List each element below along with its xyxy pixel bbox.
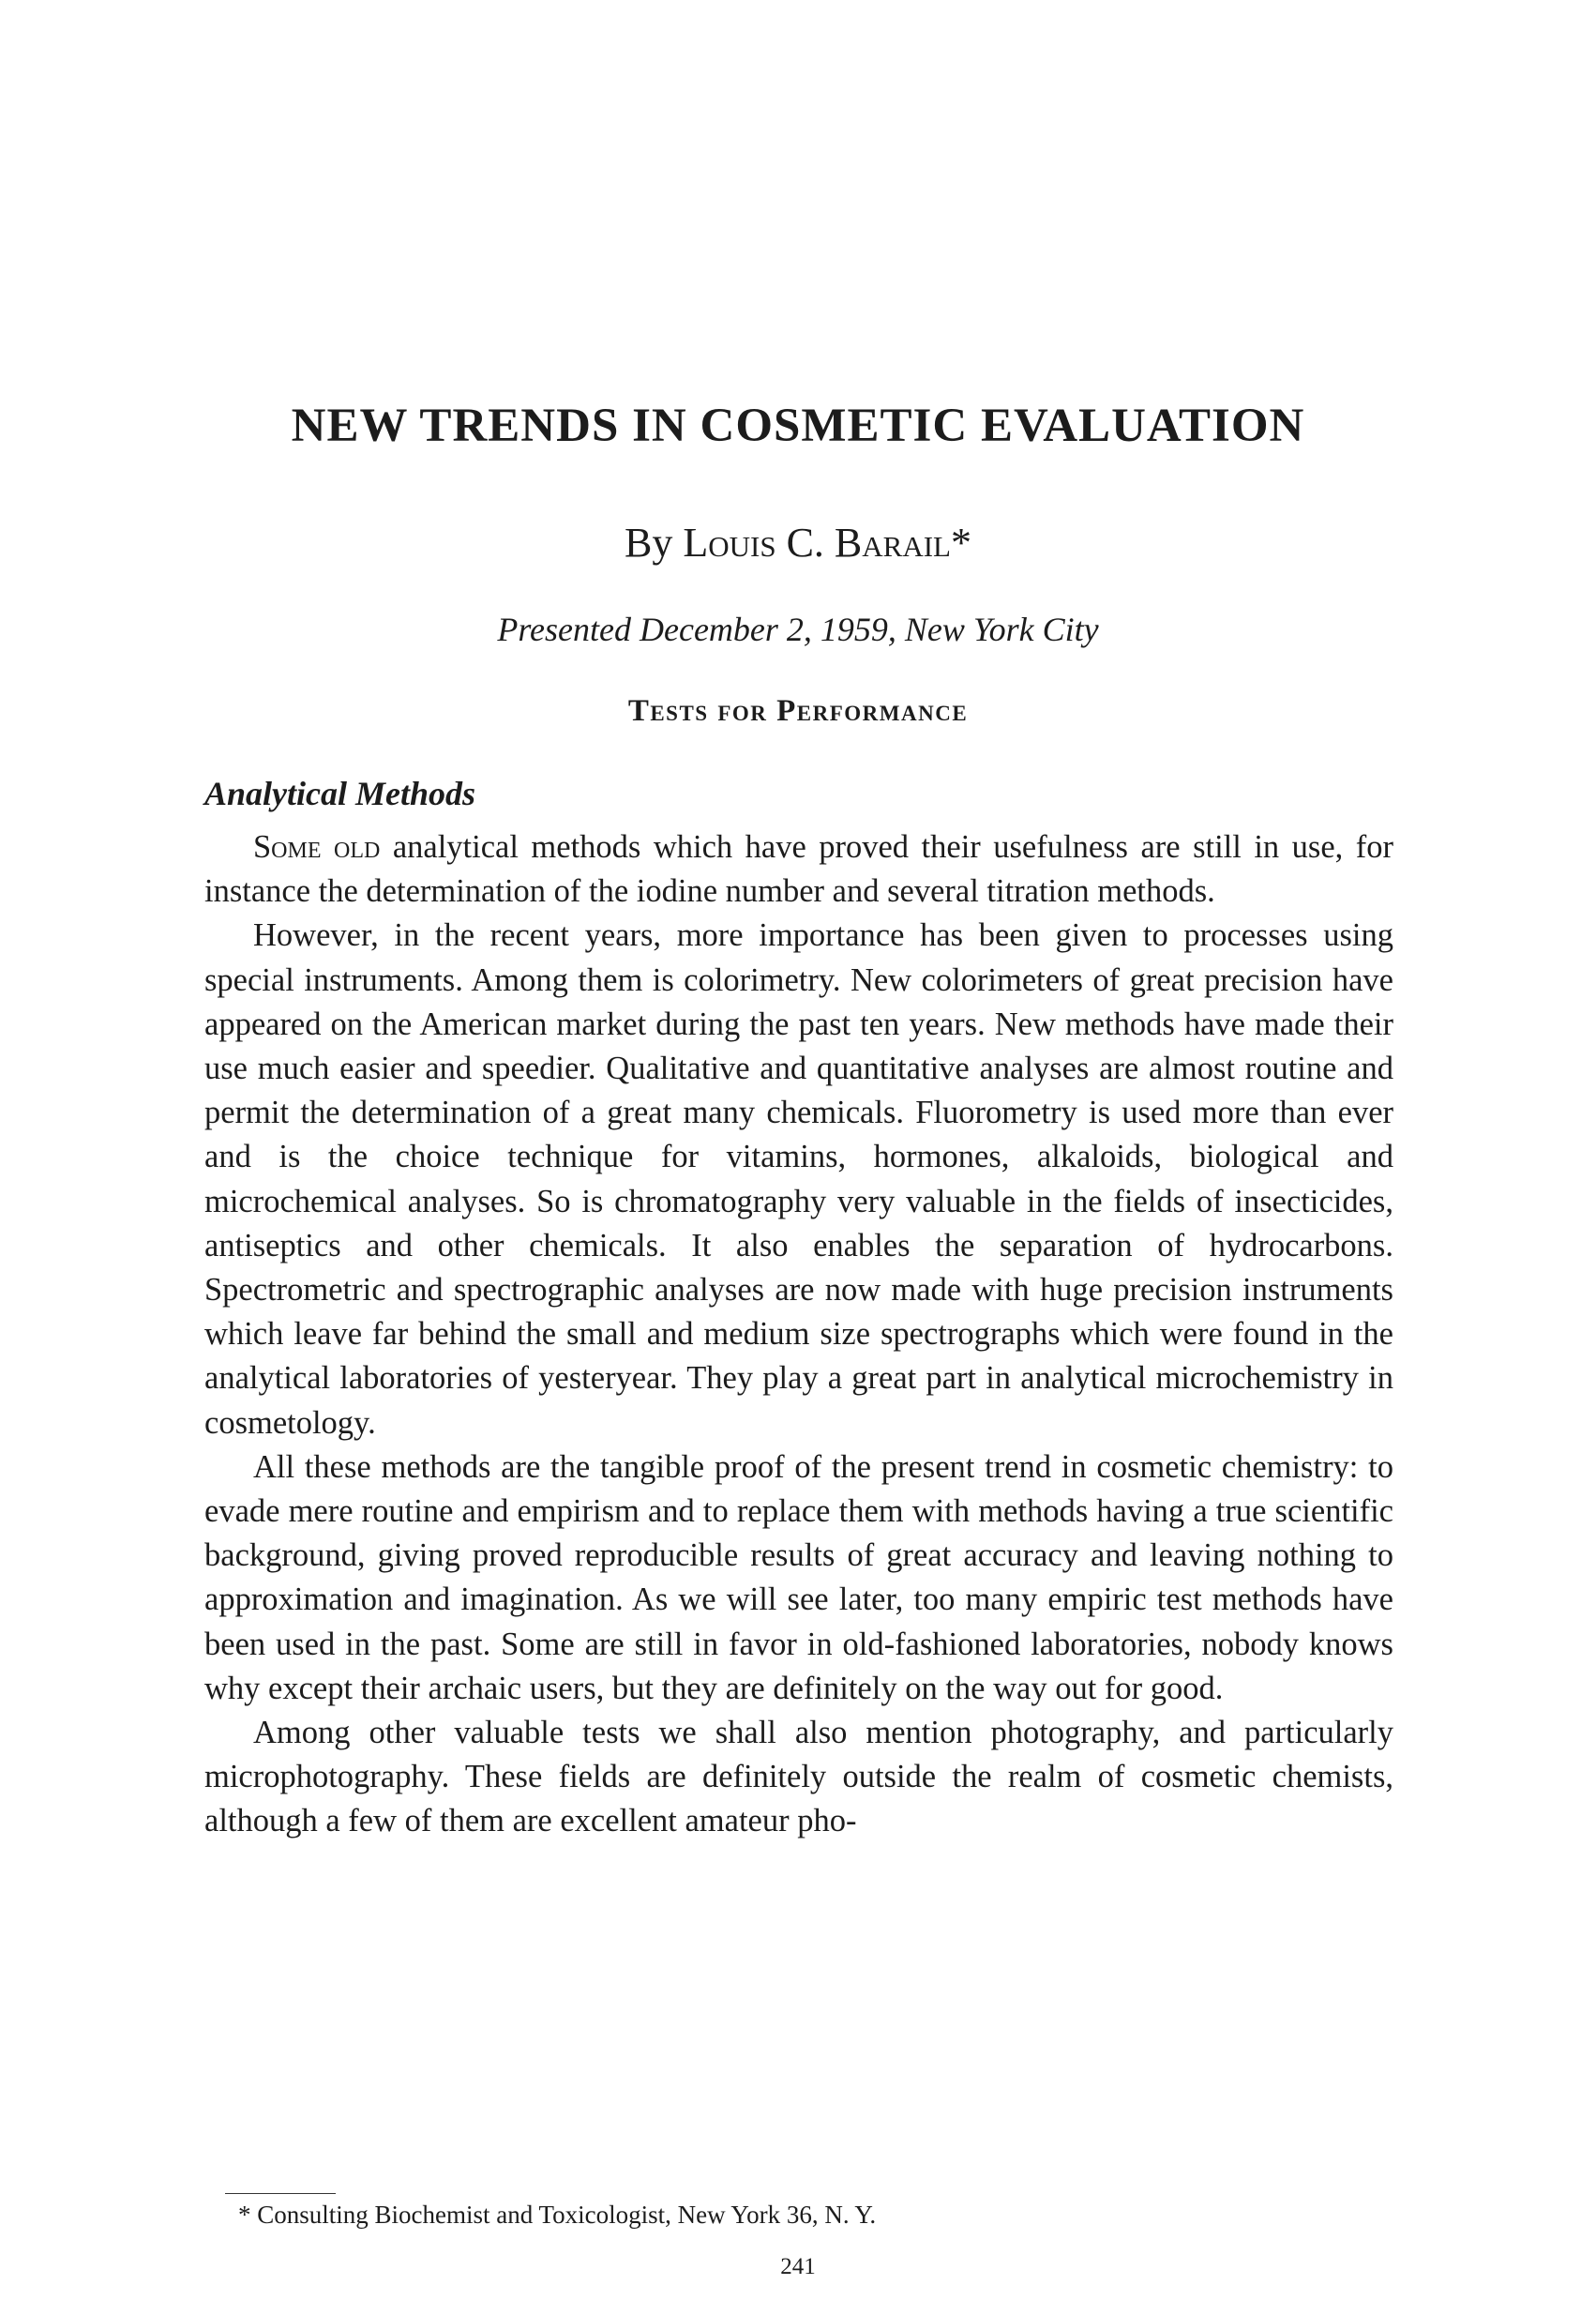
- author-footnote-mark: *: [950, 520, 971, 566]
- article-title: NEW TRENDS IN COSMETIC EVALUATION: [291, 400, 1305, 452]
- article-body: [204, 825, 1393, 1844]
- author-name: Louis C. Barail: [683, 520, 951, 566]
- page-number: 241: [780, 2254, 816, 2279]
- byline: [0, 519, 1596, 567]
- byline-prefix: By: [625, 520, 684, 566]
- footnote-divider: [225, 2193, 336, 2194]
- paragraph-text: analytical methods which have proved their usefulness are still in use, for instance the determination of the iodine number and several titration methods.: [204, 829, 1394, 910]
- paragraph-lead-in: Some old: [253, 829, 381, 865]
- subsection-heading: Analytical Methods: [204, 775, 476, 812]
- paragraph: All these methods are the tangible proof of the present trend in cosmetic chemistry: to evade mere routine and empirism and to replace them with methods having a true scientific background, giving proved reproducible results of great accuracy and leaving nothing to approximation and imagination. As we will see later, too many empiric test methods have been used in the past. Some are still in favor in old-fashioned laboratories, nobody knows why except their archaic users, but they are definitely on the way out for good.: [204, 1448, 1393, 1706]
- paragraph: Among other valuable tests we shall also mention photography, and particularly microphotography. These fields are definitely outside the realm of cosmetic chemists, although a few of them are excellent amateur pho-: [204, 1715, 1393, 1839]
- paragraph: [204, 825, 1393, 914]
- footnote: * Consulting Biochemist and Toxicologist, New York 36, N. Y.: [238, 2201, 877, 2229]
- presentation-note: Presented December 2, 1959, New York City: [497, 611, 1099, 648]
- paragraph: However, in the recent years, more importance has been given to processes using special instruments. Among them is colorimetry. New colorimeters of great precision have appeared on the American market during the past ten years. New methods have made their use much easier and speedier. Qualitative and quantitative analyses are almost routine and permit the determination of a great many chemicals. Fluorometry is used more than ever and is the choice technique for vitamins, hormones, alkaloids, biological and microchemical analyses. So is chromatography very valuable in the fields of insecticides, antiseptics and other chemicals. It also enables the separation of hydrocarbons. Spectrometric and spectrographic analyses are now made with huge precision instruments which leave far behind the small and medium size spectrographs which were found in the analytical laboratories of yesteryear. They play a great part in analytical microchemistry in cosmetology.: [204, 917, 1393, 1441]
- section-heading: Tests for Performance: [627, 694, 969, 728]
